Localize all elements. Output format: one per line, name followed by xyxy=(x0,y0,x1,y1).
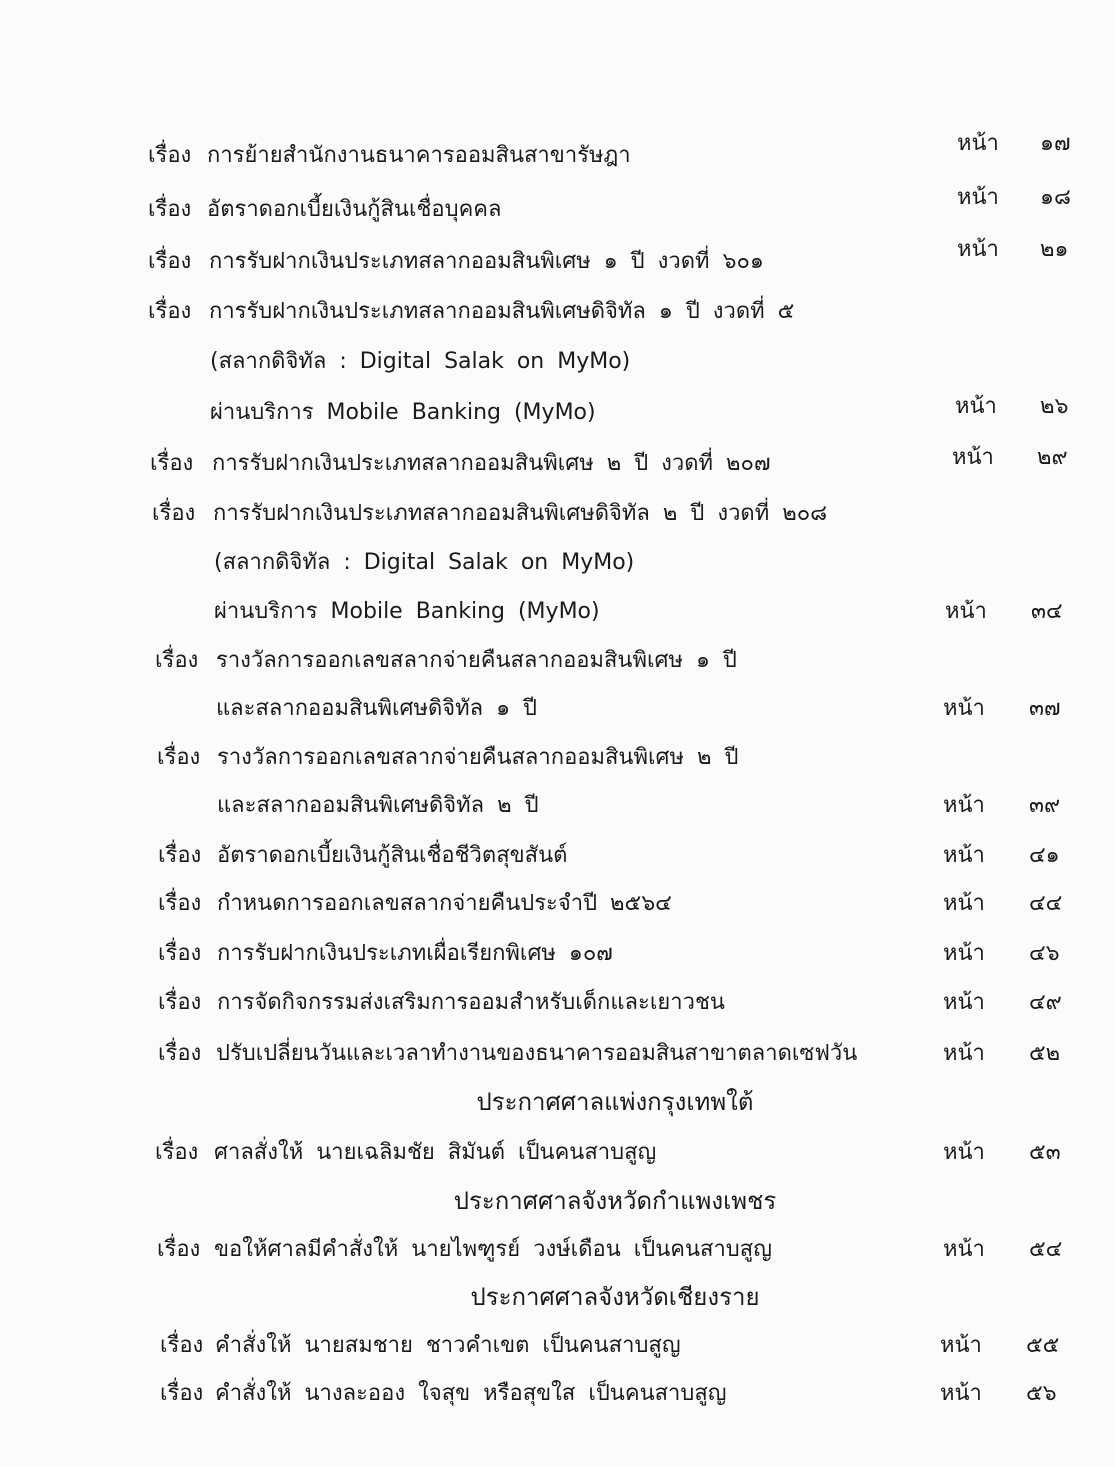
page-word: หน้า xyxy=(957,185,999,210)
page-number: ๒๑ xyxy=(1040,237,1069,262)
entry-label: เรื่อง xyxy=(158,1041,202,1066)
entry-title: อัตราดอกเบี้ยเงินกู้สินเชื่อบุคคล xyxy=(207,197,502,222)
page-number: ๓๗ xyxy=(1029,696,1061,721)
section-heading-row xyxy=(0,1181,1115,1221)
toc-entry xyxy=(0,444,1115,484)
page-word: หน้า xyxy=(955,394,997,419)
entry-label: เรื่อง xyxy=(160,1381,204,1406)
entry-title: ผ่านบริการ Mobile Banking (MyMo) xyxy=(210,400,596,425)
page-number: ๔๖ xyxy=(1029,941,1060,966)
page-word: หน้า xyxy=(940,1333,982,1358)
toc-entry xyxy=(0,131,1115,176)
toc-entry xyxy=(0,641,1115,681)
page-number: ๑๗ xyxy=(1040,131,1071,156)
entry-title: การรับฝากเงินประเภทสลากออมสินพิเศษดิจิทัล ๑ ปี งวดที่ ๕ xyxy=(209,299,795,324)
page-word: หน้า xyxy=(957,237,999,262)
toc-entry xyxy=(0,934,1115,974)
toc-entry xyxy=(0,738,1115,778)
entry-label: เรื่อง xyxy=(155,648,199,673)
page-number: ๓๔ xyxy=(1031,599,1063,624)
page-number: ๕๒ xyxy=(1029,1041,1061,1066)
entry-label: เรื่อง xyxy=(155,1140,199,1165)
entry-label: เรื่อง xyxy=(148,143,192,168)
toc-entry xyxy=(0,237,1115,282)
toc-entry xyxy=(0,836,1115,876)
toc-entry xyxy=(0,1374,1115,1414)
entry-title: (สลากดิจิทัล : Digital Salak on MyMo) xyxy=(210,349,631,374)
page-number: ๕๖ xyxy=(1026,1381,1057,1406)
entry-title: คำสั่งให้ นายสมชาย ชาวคำเขต เป็นคนสาบสูญ xyxy=(215,1333,681,1358)
toc-entry xyxy=(0,1133,1115,1173)
entry-title: การรับฝากเงินประเภทสลากออมสินพิเศษ ๒ ปี งวดที่ ๒๐๗ xyxy=(212,451,771,476)
toc-entry xyxy=(0,983,1115,1023)
entry-label: เรื่อง xyxy=(160,1333,204,1358)
page-number: ๓๙ xyxy=(1029,793,1061,818)
page-number: ๕๔ xyxy=(1029,1237,1063,1262)
section-heading-row xyxy=(0,1277,1115,1317)
page-number: ๔๑ xyxy=(1029,843,1060,868)
entry-label: เรื่อง xyxy=(158,990,202,1015)
entry-title: อัตราดอกเบี้ยเงินกู้สินเชื่อชีวิตสุขสันต์ xyxy=(217,843,568,868)
toc-entry xyxy=(0,1326,1115,1366)
entry-title: การรับฝากเงินประเภทสลากออมสินพิเศษดิจิทัล ๒ ปี งวดที่ ๒๐๘ xyxy=(213,501,828,526)
entry-title: รางวัลการออกเลขสลากจ่ายคืนสลากออมสินพิเศษ ๒ ปี xyxy=(217,745,739,770)
toc-entry-continuation xyxy=(0,786,1115,826)
toc-entry xyxy=(0,1230,1115,1270)
entry-label: เรื่อง xyxy=(148,249,192,274)
page-word: หน้า xyxy=(943,990,985,1015)
page-number: ๕๕ xyxy=(1026,1333,1060,1358)
page-word: หน้า xyxy=(957,131,999,156)
entry-title: ผ่านบริการ Mobile Banking (MyMo) xyxy=(214,599,600,624)
toc-entry-continuation xyxy=(0,543,1115,583)
page-word: หน้า xyxy=(943,1237,985,1262)
entry-label: เรื่อง xyxy=(158,941,202,966)
toc-entry-continuation xyxy=(0,592,1115,632)
entry-title: ขอให้ศาลมีคำสั่งให้ นายไพฑูรย์ วงษ์เดือน เป็นคนสาบสูญ xyxy=(214,1237,772,1262)
page-word: หน้า xyxy=(943,843,985,868)
entry-title: กำหนดการออกเลขสลากจ่ายคืนประจำปี ๒๕๖๔ xyxy=(217,891,672,916)
entry-title: การรับฝากเงินประเภทสลากออมสินพิเศษ ๑ ปี งวดที่ ๖๐๑ xyxy=(209,249,764,274)
page-word: หน้า xyxy=(943,891,985,916)
entry-label: เรื่อง xyxy=(148,299,192,324)
section-heading-row xyxy=(0,1082,1115,1122)
page-word: หน้า xyxy=(943,1140,985,1165)
toc-entry-continuation xyxy=(0,393,1115,433)
section-heading: ประกาศศาลแพ่งกรุงเทพใต้ xyxy=(476,1088,754,1116)
toc-entry xyxy=(0,884,1115,924)
toc-entry xyxy=(0,1034,1115,1074)
toc-entry xyxy=(0,494,1115,534)
toc-entry xyxy=(0,185,1115,230)
page-number: ๒๙ xyxy=(1037,445,1068,470)
section-heading: ประกาศศาลจังหวัดกำแพงเพชร xyxy=(453,1187,777,1215)
page-word: หน้า xyxy=(945,599,987,624)
entry-label: เรื่อง xyxy=(150,451,194,476)
page-number: ๕๓ xyxy=(1029,1140,1061,1165)
page-number: ๒๖ xyxy=(1040,394,1069,419)
entry-title: รางวัลการออกเลขสลากจ่ายคืนสลากออมสินพิเศษ ๑ ปี xyxy=(216,648,737,673)
page-number: ๔๙ xyxy=(1029,990,1062,1015)
page-number: ๔๔ xyxy=(1029,891,1063,916)
section-heading: ประกาศศาลจังหวัดเชียงราย xyxy=(470,1283,760,1311)
entry-label: เรื่อง xyxy=(158,843,202,868)
entry-title: การรับฝากเงินประเภทเผื่อเรียกพิเศษ ๑๐๗ xyxy=(217,941,613,966)
page-word: หน้า xyxy=(952,445,994,470)
entry-label: เรื่อง xyxy=(148,197,192,222)
toc-entry xyxy=(0,292,1115,332)
entry-label: เรื่อง xyxy=(152,501,196,526)
entry-title: การจัดกิจกรรมส่งเสริมการออมสำหรับเด็กและเยาวชน xyxy=(217,990,725,1015)
toc-entry-continuation xyxy=(0,689,1115,729)
entry-title: และสลากออมสินพิเศษดิจิทัล ๑ ปี xyxy=(216,696,538,721)
page-word: หน้า xyxy=(943,941,985,966)
entry-label: เรื่อง xyxy=(157,1237,201,1262)
entry-title: คำสั่งให้ นางละออง ใจสุข หรือสุขใส เป็นคนสาบสูญ xyxy=(215,1381,727,1406)
entry-label: เรื่อง xyxy=(158,891,202,916)
page-word: หน้า xyxy=(943,696,985,721)
entry-title: การย้ายสำนักงานธนาคารออมสินสาขารัษฎา xyxy=(207,143,631,168)
page-word: หน้า xyxy=(943,793,985,818)
page-word: หน้า xyxy=(940,1381,982,1406)
page-number: ๑๘ xyxy=(1040,185,1071,210)
entry-title: (สลากดิจิทัล : Digital Salak on MyMo) xyxy=(214,550,635,575)
page-word: หน้า xyxy=(943,1041,985,1066)
entry-label: เรื่อง xyxy=(157,745,201,770)
entry-title: และสลากออมสินพิเศษดิจิทัล ๒ ปี xyxy=(217,793,539,818)
toc-entry-continuation xyxy=(0,342,1115,382)
entry-title: ศาลสั่งให้ นายเฉลิมชัย สิมันต์ เป็นคนสาบสูญ xyxy=(214,1140,657,1165)
entry-title: ปรับเปลี่ยนวันและเวลาทำงานของธนาคารออมสินสาขาตลาดเซฟวัน xyxy=(216,1041,858,1066)
